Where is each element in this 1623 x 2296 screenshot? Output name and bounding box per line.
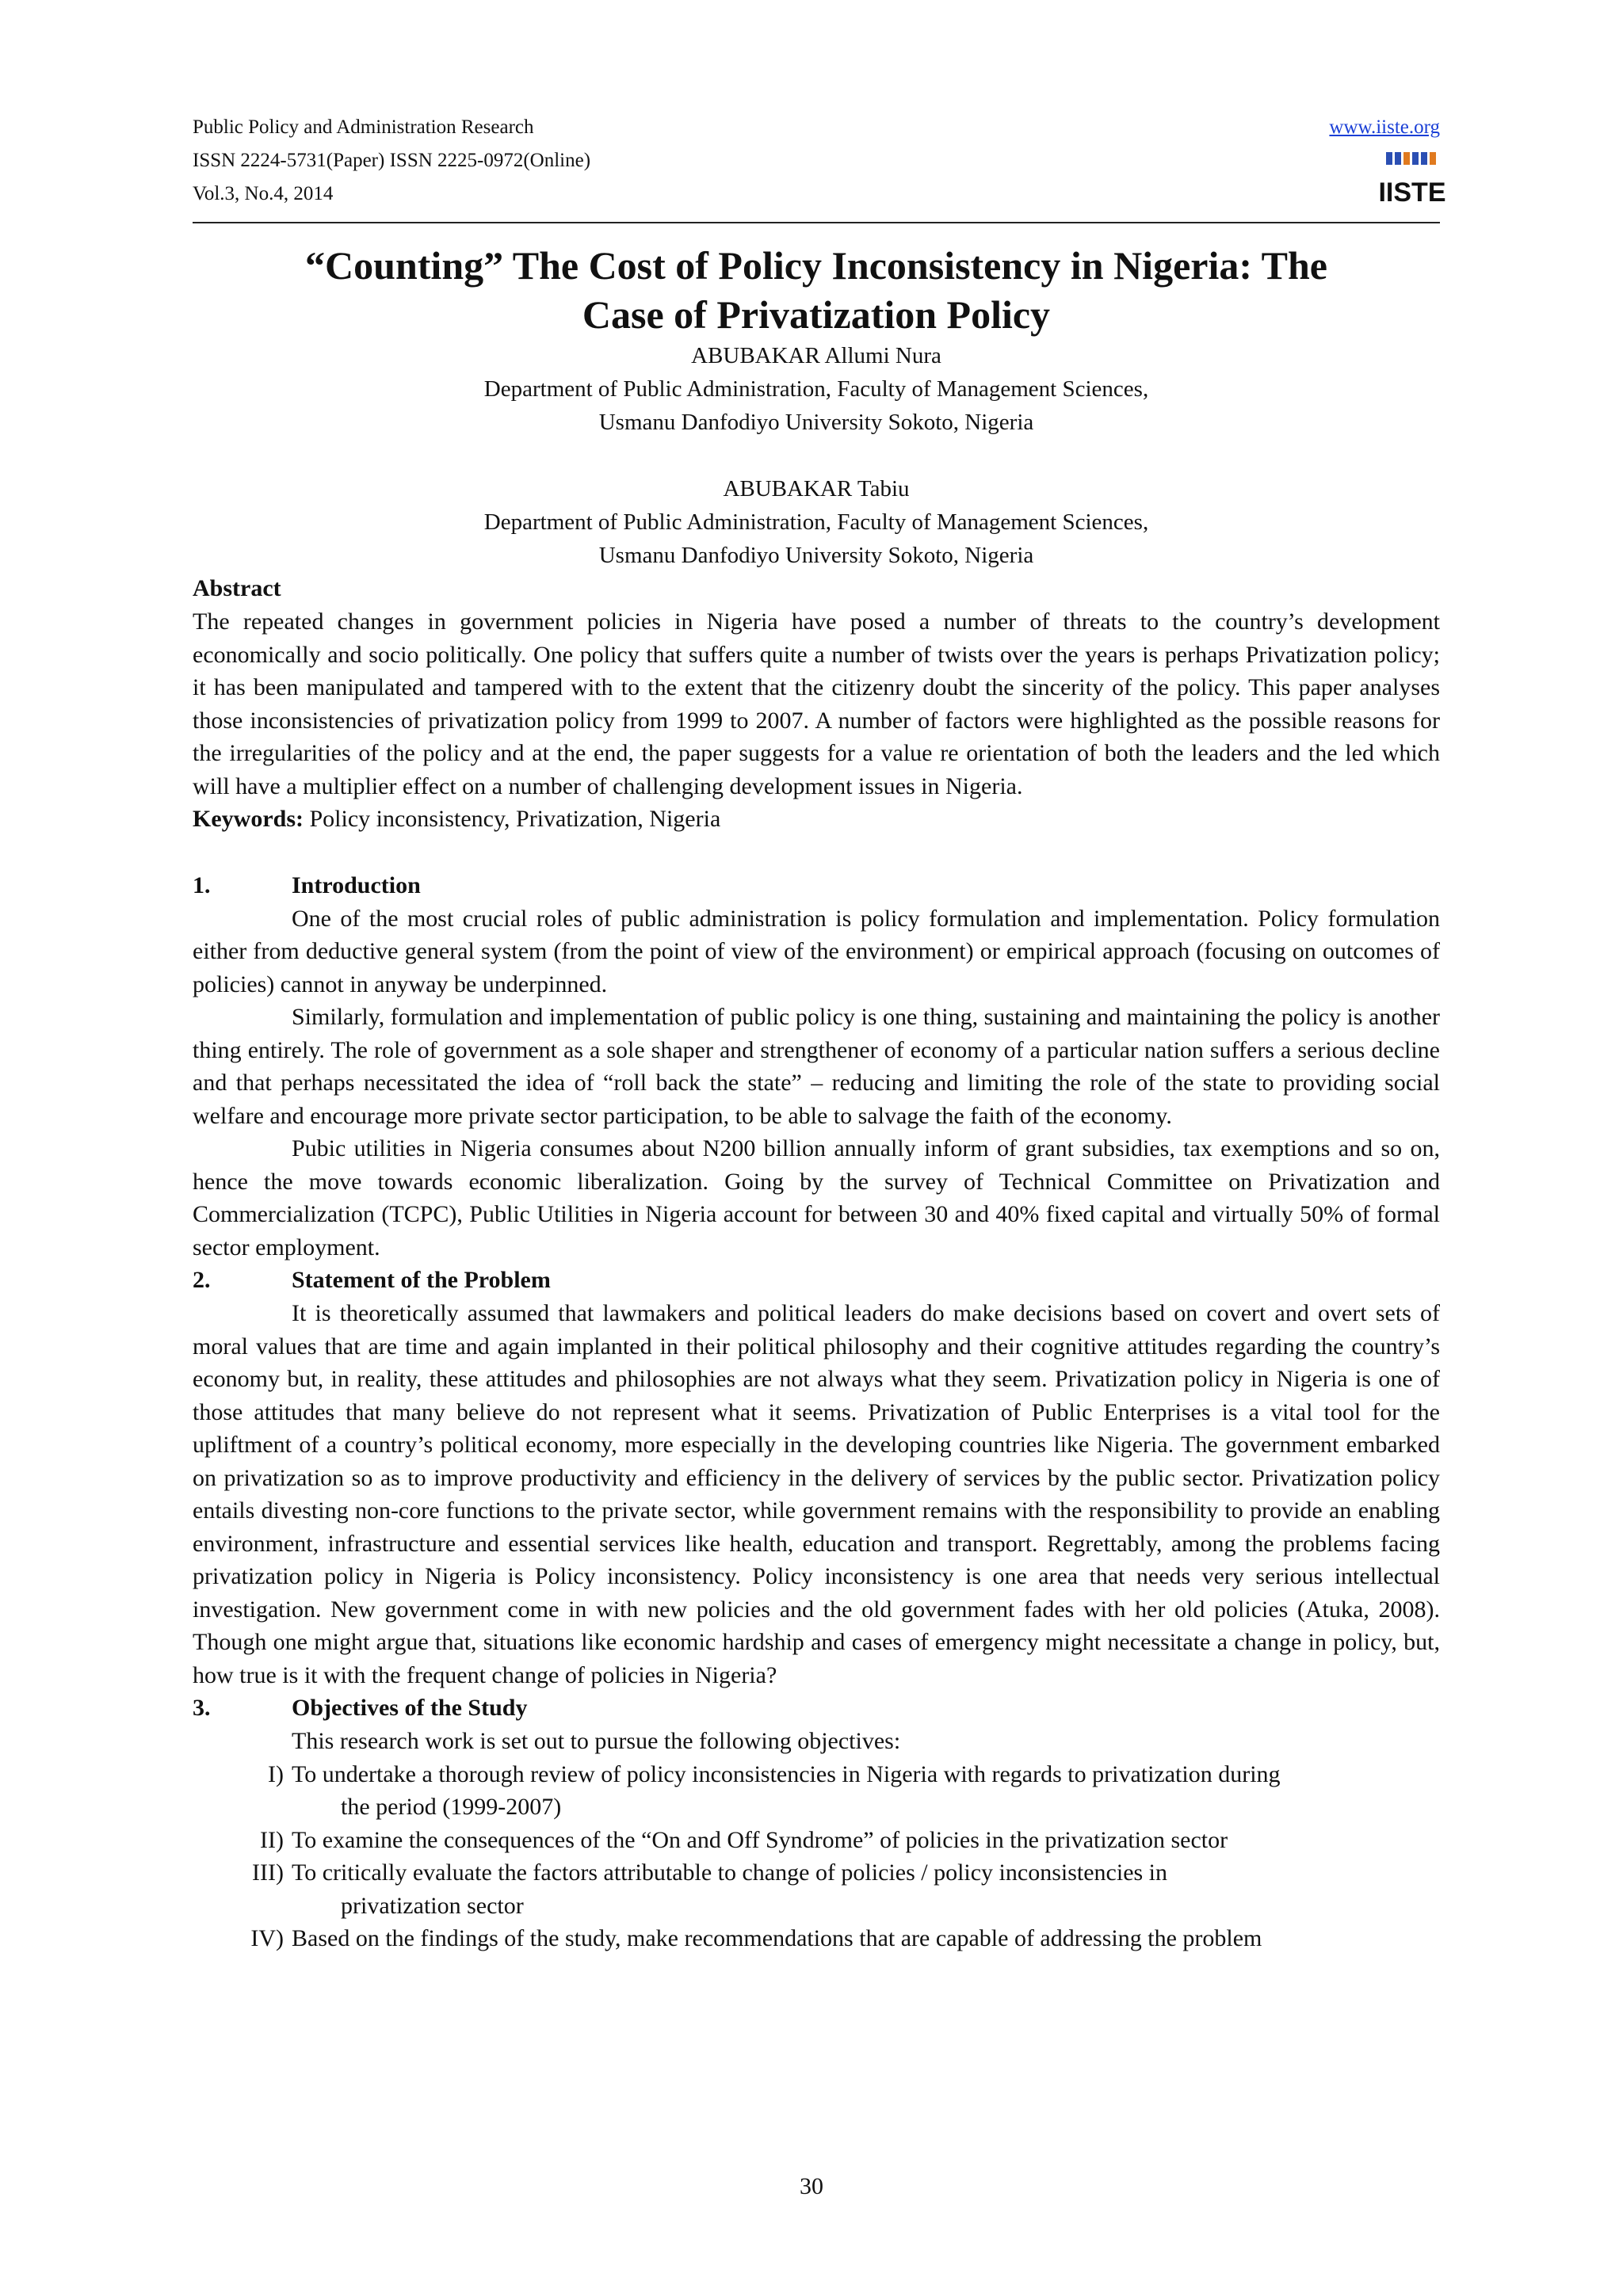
objective-continuation: the period (1999-2007) <box>341 1794 562 1820</box>
author-name: ABUBAKAR Tabiu <box>723 476 910 502</box>
objective-continuation: privatization sector <box>341 1892 524 1919</box>
author-name: ABUBAKAR Allumi Nura <box>691 343 941 368</box>
objective-text <box>292 1758 1440 1824</box>
objective-numeral: IV) <box>250 1925 284 1951</box>
journal-volume: Vol.3, No.4, 2014 <box>193 183 334 204</box>
paragraph: Similarly, formulation and implementation of public policy is one thing, sustaining and maintaining the policy is another thing entirely. The role of government as a sole shaper and strengthener of economy of a particular nation suffers a serious decline and that perhaps necessitated the idea of “roll back the state” – reducing and limiting the role of the state to providing social welfare and encourage more private sector participation, to be able to salvage the faith of the economy. <box>193 1004 1440 1129</box>
objective-item <box>193 1856 1440 1922</box>
objective-item <box>193 1758 1440 1824</box>
author-university: Usmanu Danfodiyo University Sokoto, Nigeria <box>598 543 1034 568</box>
objective-item <box>193 1824 1440 1857</box>
objective-text <box>292 1824 1440 1857</box>
author-block-1 <box>193 339 1440 439</box>
section-title: Objectives of the Study <box>292 1695 528 1721</box>
keywords <box>193 803 1440 836</box>
section-heading-objectives <box>193 1691 1440 1725</box>
paper-page <box>193 111 1523 1955</box>
journal-issn: ISSN 2224-5731(Paper) ISSN 2225-0972(Online) <box>193 150 591 171</box>
author-department: Department of Public Administration, Faculty of Management Sciences, <box>483 376 1149 402</box>
objective-first-line: To examine the consequences of the “On and Off Syndrome” of policies in the privatization sector <box>292 1826 1228 1853</box>
objectives-list <box>193 1758 1440 1955</box>
objective-text <box>292 1922 1440 1955</box>
svg-text:IISTE: IISTE <box>1378 177 1446 208</box>
journal-url-link[interactable]: www.iiste.org <box>1329 116 1440 138</box>
section-title: Introduction <box>292 871 421 898</box>
objective-numeral: I) <box>268 1760 284 1787</box>
abstract-heading: Abstract <box>193 575 281 601</box>
objective-first-line: To critically evaluate the factors attributable to change of policies / policy inconsistencies in <box>292 1859 1168 1886</box>
journal-name: Public Policy and Administration Research <box>193 116 534 138</box>
paragraph: This research work is set out to pursue the following objectives: <box>292 1728 901 1754</box>
author-university: Usmanu Danfodiyo University Sokoto, Nigeria <box>598 410 1034 435</box>
journal-info <box>193 111 590 211</box>
section-number: 1. <box>193 871 211 898</box>
title-line-1: “Counting” The Cost of Policy Inconsistency in Nigeria: The <box>305 243 1327 288</box>
author-department: Department of Public Administration, Faculty of Management Sciences, <box>483 509 1149 535</box>
paragraph: Pubic utilities in Nigeria consumes about N200 billion annually inform of grant subsidies, tax exemptions and so on, hence the move towards economic liberalization. Going by the survey of Technical Committee on Privatization and Commercialization (TCPC), Public Utilities in Nigeria account for between 30 and 40% fixed capital and virtually 50% of formal sector employment. <box>193 1135 1440 1261</box>
objective-item <box>193 1922 1440 1955</box>
journal-header <box>193 111 1446 223</box>
keywords-label: Keywords: <box>193 806 304 832</box>
paragraph: It is theoretically assumed that lawmakers and political leaders do make decisions based on covert and overt sets of moral values that are time and again implanted in their political philosophy and their cognitive attitudes regarding the country’s economy but, in reality, these attitudes and philosophies are not always what they seem. Privatization policy in Nigeria is one of those attitudes that many believe do not represent what it seems. Privatization of Public Enterprises is a vital tool for the upliftment of a country’s political economy, more especially in the developing countries like Nigeria. The government embarked on privatization so as to improve productivity and efficiency in the delivery of services by the public sector. Privatization policy entails divesting non-core functions to the private sector, while government remains with the responsibility to provide an enabling environment, infrastructure and essential services like health, education and transport. Regrettably, among the problems facing privatization policy in Nigeria is Policy inconsistency. Policy inconsistency is one area that needs very serious intellectual investigation. New government come in with new policies and the old government fades with her old policies (Atuka, 2008). Though one might argue that, situations like economic hardship and cases of emergency might necessitate a change in policy, but, how true is it with the frequent change of policies in Nigeria? <box>193 1300 1523 1688</box>
keywords-text: Policy inconsistency, Privatization, Nigeria <box>303 806 721 832</box>
section-heading-introduction <box>193 869 1440 902</box>
objective-numeral: II) <box>260 1826 284 1853</box>
section-number: 2. <box>193 1267 211 1293</box>
paragraph: One of the most crucial roles of public administration is policy formulation and implementation. Policy formulation either from deductive general system (from the point of view of the environment) or empirical approach (focusing on outcomes of policies) cannot in anyway be underpinned. <box>193 905 1440 997</box>
section-title: Statement of the Problem <box>292 1267 551 1293</box>
title-line-2: Case of Privatization Policy <box>582 292 1051 337</box>
paper-title <box>193 241 1440 339</box>
author-block-2 <box>193 472 1440 572</box>
section-heading-statement-of-problem <box>193 1264 1440 1297</box>
abstract-text: The repeated changes in government policies in Nigeria have posed a number of threats to the country’s development economically and socio politically. One policy that suffers quite a number of twists over the years is perhaps Privatization policy; it has been manipulated and tampered with to the extent that the citizenry doubt the sincerity of the policy. This paper analyses those inconsistencies of privatization policy from 1999 to 2007. A number of factors were highlighted as the possible reasons for the irregularities of the policy and at the end, the paper suggests for a value re orientation of both the leaders and the led which will have a multiplier effect on a number of challenging development issues in Nigeria. <box>193 608 1440 799</box>
page-number: 30 <box>800 2173 823 2199</box>
iiste-logo-icon <box>1378 151 1446 208</box>
objective-first-line: Based on the findings of the study, make recommendations that are capable of addressing the problem <box>292 1925 1262 1951</box>
objective-first-line: To undertake a thorough review of policy inconsistencies in Nigeria with regards to privatization during <box>292 1760 1281 1787</box>
section-number: 3. <box>193 1695 211 1721</box>
objective-numeral: III) <box>252 1859 284 1886</box>
objective-text <box>292 1856 1440 1922</box>
